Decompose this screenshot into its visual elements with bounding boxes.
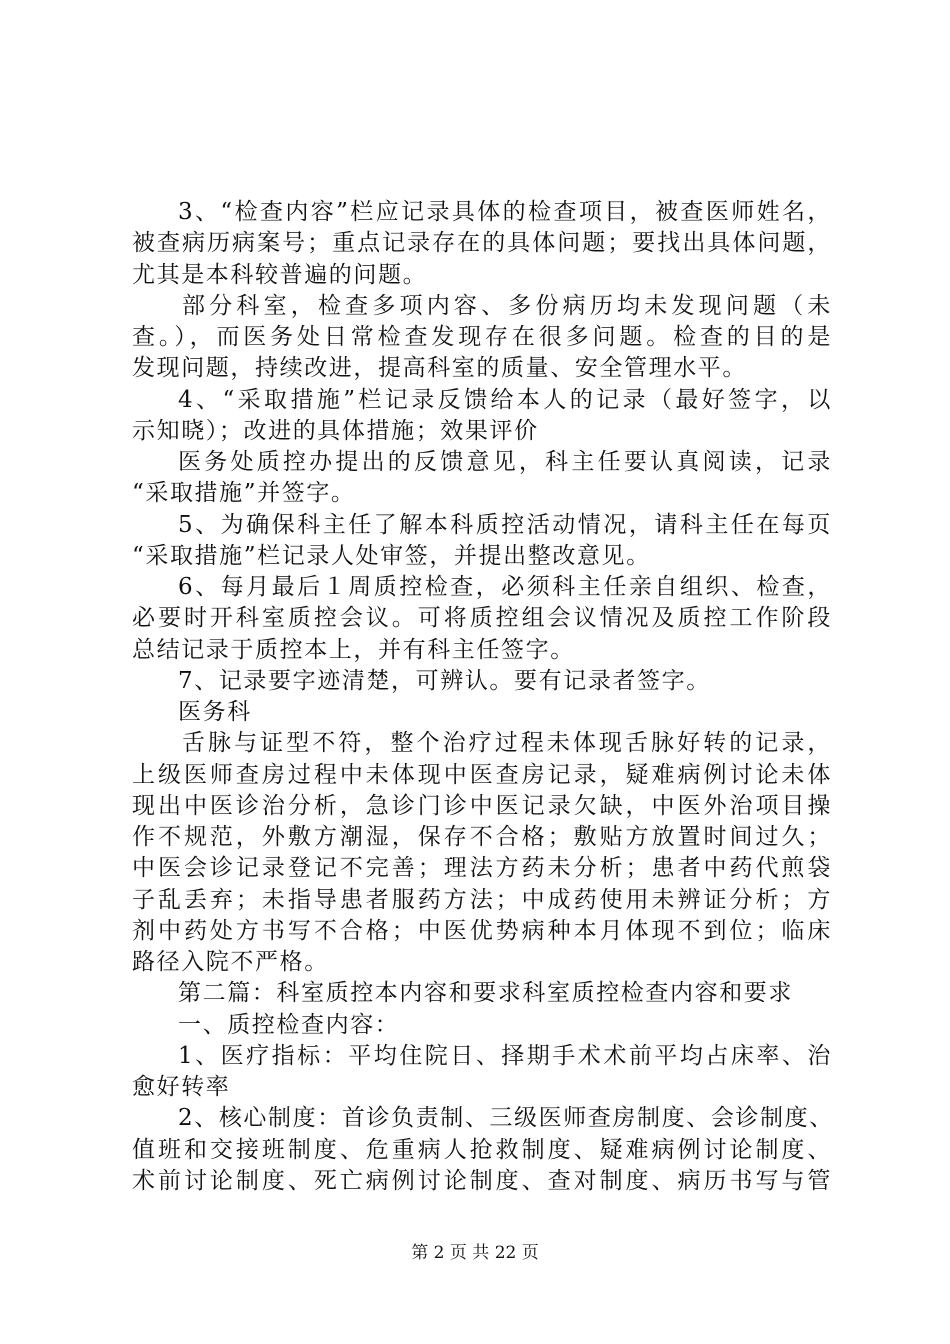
text-line: 7、记录要字迹清楚，可辨认。要有记录者签字。 (178, 667, 711, 694)
text-line: 上级医师查房过程中未体现中医查房记录，疑难病例讨论未体 (132, 761, 832, 788)
text-line: 2、核心制度：首诊负责制、三级医师查房制度、会诊制度、 (178, 1105, 834, 1132)
text-line: 发现问题，持续改进，提高科室的质量、安全管理水平。 (132, 355, 747, 382)
text-line: 尤其是本科较普遍的问题。 (132, 261, 428, 288)
text-line: 子乱丢弃；未指导患者服药方法；中成药使用未辨证分析；方 (132, 886, 832, 913)
text-line: 医务处质控办提出的反馈意见，科主任要认真阅读，记录 (178, 449, 832, 475)
text-line: 示知晓）；改进的具体措施；效果评价 (132, 417, 539, 444)
text-line: 3、“检查内容”栏应记录具体的检查项目，被查医师姓名， (178, 199, 832, 225)
text-line: “采取措施”栏记录人处审签，并提出整改意见。 (132, 542, 651, 569)
text-line: 作不规范，外敷方潮湿，保存不合格；敷贴方放置时间过久； (132, 824, 832, 850)
page-number-footer: 第 2 页 共 22 页 (411, 1243, 539, 1263)
text-line: 6、每月最后１周质控检查，必须科主任亲自组织、检查， (178, 574, 832, 600)
text-line: 必要时开科室质控会议。可将质控组会议情况及质控工作阶段 (132, 605, 832, 632)
text-line: 术前讨论制度、死亡病例讨论制度、查对制度、病历书写与管 (132, 1167, 832, 1194)
text-line: 1、医疗指标：平均住院日、择期手术术前平均占床率、治 (178, 1042, 832, 1069)
text-line: 总结记录于质控本上，并有科主任签字。 (132, 636, 575, 663)
text-line: 值班和交接班制度、危重病人抢救制度、疑难病例讨论制度、 (132, 1136, 832, 1163)
text-line: 一、质控检查内容： (178, 1011, 400, 1038)
text-line: 舌脉与证型不符，整个治疗过程未体现舌脉好转的记录， (182, 730, 832, 757)
text-line: “采取措施”并签字。 (132, 480, 356, 507)
text-line: 愈好转率 (132, 1074, 231, 1100)
text-line: 4、“采取措施”栏记录反馈给本人的记录（最好签字，以 (178, 386, 832, 413)
document-body (132, 197, 832, 1197)
text-line: 路径入院不严格。 (132, 949, 329, 975)
text-line: 部分科室，检查多项内容、多份病历均未发现问题（未 (182, 292, 832, 319)
text-line: 剂中药处方书写不合格；中医优势病种本月体现不到位；临床 (132, 917, 832, 944)
section-heading: 第二篇：科室质控本内容和要求科室质控检查内容和要求 (178, 980, 793, 1007)
text-line: 中医会诊记录登记不完善；理法方药未分析；患者中药代煎袋 (132, 855, 832, 882)
text-line: 5、为确保科主任了解本科质控活动情况，请科主任在每页 (178, 511, 832, 538)
text-line: 现出中医诊治分析，急诊门诊中医记录欠缺，中医外治项目操 (132, 792, 832, 819)
text-line: 查。），而医务处日常检查发现存在很多问题。检查的目的是 (132, 324, 832, 350)
text-line: 被查病历病案号；重点记录存在的具体问题；要找出具体问题， (132, 230, 832, 257)
text-line: 医务科 (178, 699, 252, 725)
